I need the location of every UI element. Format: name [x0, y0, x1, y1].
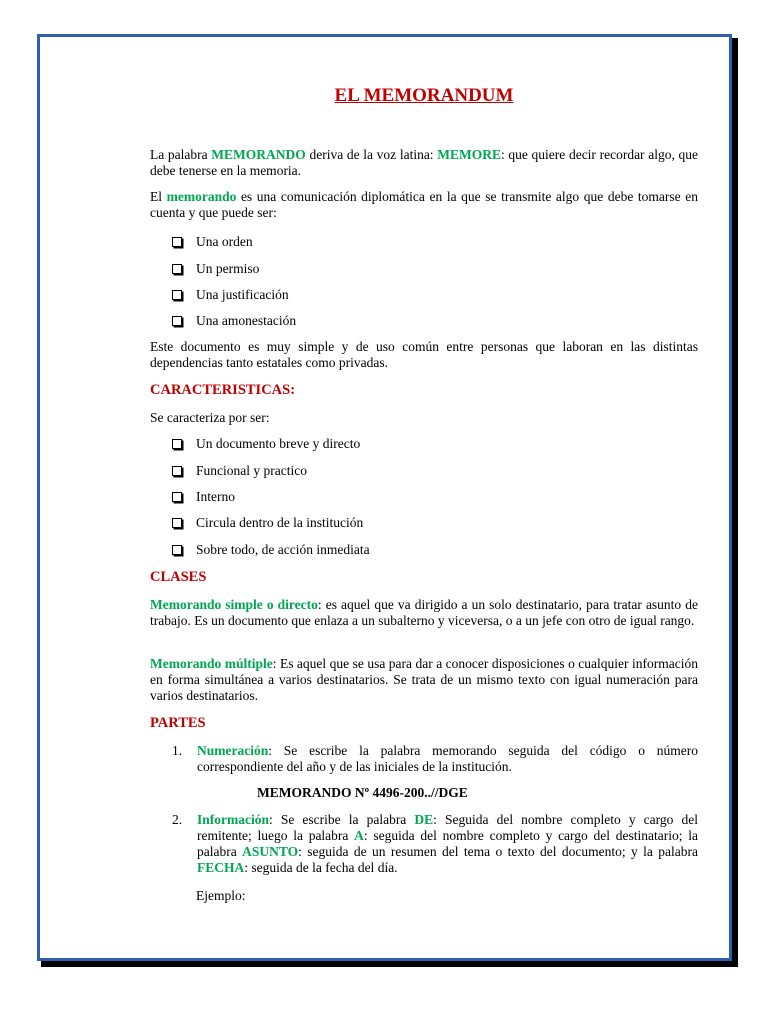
list-item-label: Interno [196, 489, 235, 504]
intro-paragraph-2 [150, 189, 698, 221]
text: : Es aquel que se usa para dar a conocer disposiciones o cualquier información en forma simultánea a varios destinatarios. Se trata de un mismo texto con igual numeración para varios destinatarios. [150, 656, 698, 703]
term-memore: MEMORE [437, 147, 501, 162]
item-number: 1. [172, 743, 183, 758]
intro-paragraph-3: Este documento es muy simple y de uso común entre personas que laboran en las distintas dependencias tanto estatales como privadas. [150, 339, 698, 370]
text: : Seguida del nombre completo y cargo del remitente; luego la palabra [197, 812, 698, 843]
text: : es aquel que va dirigido a un solo destinatario, para tratar asunto de trabajo. Es un documento que enlaza a un subalterno y viceversa, o a un jefe con otro de igual rango. [150, 597, 698, 628]
clases-multiple-paragraph [150, 656, 698, 704]
term-de: DE [414, 812, 434, 827]
text: El [150, 189, 167, 204]
list-item-label: Un documento breve y directo [196, 436, 361, 451]
list-item-label: Una amonestación [196, 313, 297, 328]
checkbox-bullet-icon [172, 316, 182, 326]
list-item-label: Funcional y practico [196, 463, 307, 478]
text: : Se escribe la palabra [269, 812, 415, 827]
text: es una comunicación diplomática en la que se transmite algo que debe tomarse en cuenta y que puede ser: [150, 189, 698, 220]
checkbox-bullet-icon [172, 518, 182, 528]
term-memorando-simple: Memorando simple o directo [150, 597, 318, 612]
term-a: A [354, 828, 364, 843]
checkbox-bullet-icon [172, 466, 182, 476]
list-item-label: Un permiso [196, 261, 260, 276]
item-number: 2. [172, 812, 183, 827]
page-frame [37, 34, 732, 961]
text: : Se escribe la palabra memorando seguida del código o número correspondiente del año y de las iniciales de la institución. [197, 743, 698, 774]
list-item-label: Una orden [196, 234, 253, 249]
term-memorando-lower: memorando [166, 189, 237, 204]
ejemplo-label: Ejemplo: [196, 888, 246, 903]
checkbox-bullet-icon [172, 439, 182, 449]
text: : seguida del nombre completo y cargo del destinatario; la palabra [197, 828, 698, 859]
text: : que quiere decir recordar algo, que debe tenerse en la memoria. [150, 147, 698, 178]
checkbox-bullet-icon [172, 545, 182, 555]
item-body [197, 743, 698, 775]
term-asunto: ASUNTO [242, 844, 299, 859]
heading-partes: PARTES [150, 715, 206, 731]
text: La palabra [150, 147, 212, 162]
checkbox-bullet-icon [172, 237, 182, 247]
checkbox-bullet-icon [172, 492, 182, 502]
heading-clases: CLASES [150, 569, 207, 585]
term-memorando-multiple: Memorando múltiple [150, 656, 273, 671]
term-memorando: MEMORANDO [211, 147, 306, 162]
text: : seguida de un resumen del tema o texto del documento; y la palabra [298, 844, 698, 859]
text: deriva de la voz latina: [305, 147, 438, 162]
item-body [197, 812, 698, 876]
clases-simple-paragraph [150, 597, 698, 629]
list-item-label: Sobre todo, de acción inmediata [196, 542, 370, 557]
checkbox-bullet-icon [172, 264, 182, 274]
caracteristicas-lead: Se caracteriza por ser: [150, 410, 270, 425]
intro-paragraph-1 [150, 147, 698, 179]
document-title: EL MEMORANDUM [334, 85, 514, 106]
text: : seguida de la fecha del día. [244, 860, 398, 875]
checkbox-bullet-icon [172, 290, 182, 300]
memo-code-example: MEMORANDO Nº 4496-200..//DGE [257, 785, 468, 800]
heading-caracteristicas: CARACTERISTICAS: [150, 382, 296, 398]
term-informacion: Información [197, 812, 269, 827]
list-item-label: Una justificación [196, 287, 289, 302]
term-fecha: FECHA [197, 860, 245, 875]
term-numeracion: Numeración [197, 743, 269, 758]
list-item-label: Circula dentro de la institución [196, 515, 364, 530]
